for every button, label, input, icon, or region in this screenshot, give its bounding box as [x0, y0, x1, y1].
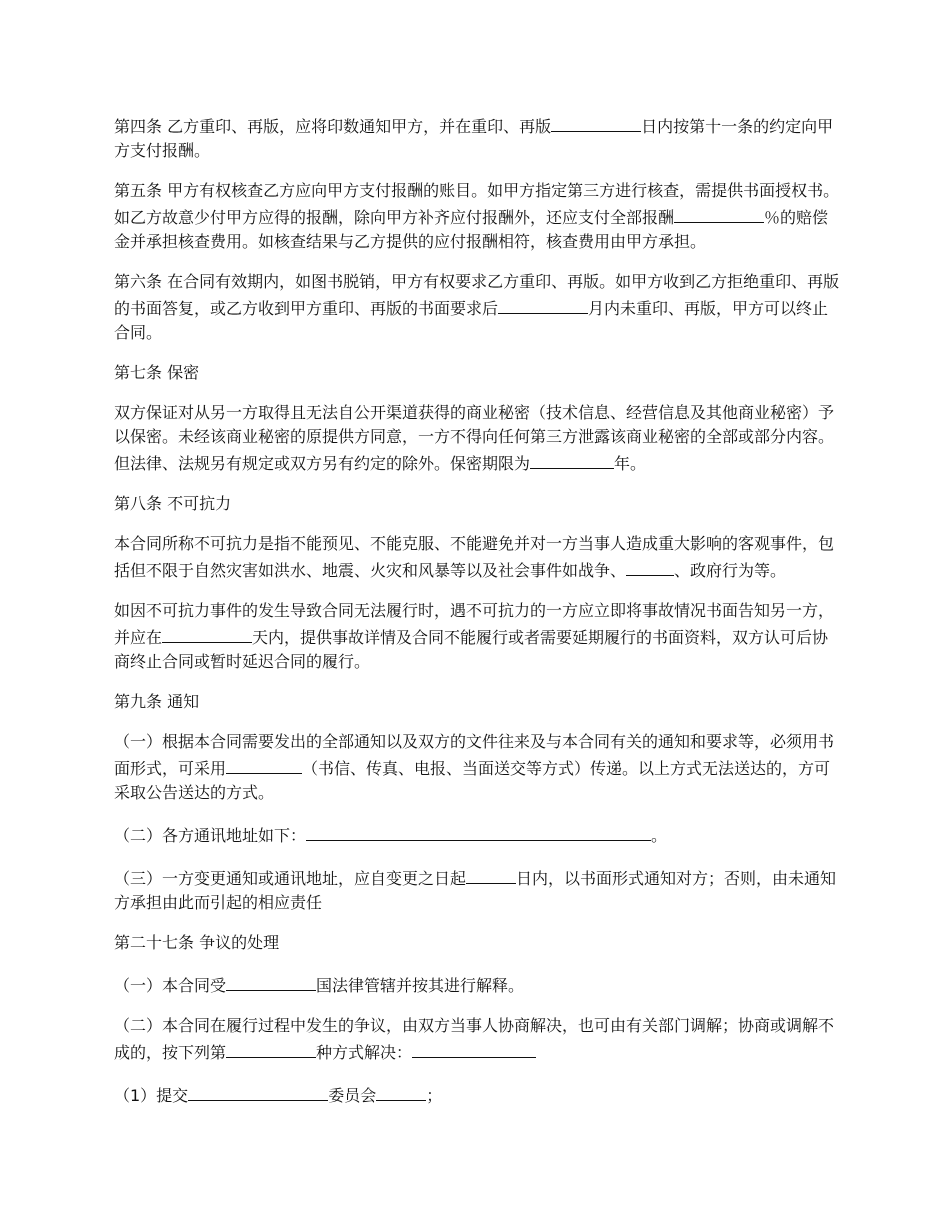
- article-6-text-b: 月内未重印、再版，甲方可以终止合同。: [114, 299, 829, 342]
- reprint-days-blank: [551, 112, 641, 132]
- article-9-para-3: [114, 864, 842, 915]
- article-6-text-a: 第六条 在合同有效期内，如图书脱销，甲方有权要求乙方重印、再版。如甲方收到乙方拒绝重印、再版的书面答复，或乙方收到甲方重印、再版的书面要求后: [114, 272, 840, 318]
- article-7-title: 第七条 保密: [114, 363, 200, 382]
- reprint-months-blank: [498, 294, 588, 314]
- article-8-title: 第八条 不可抗力: [114, 494, 232, 513]
- article-27-p1-text-a: （一）本合同受: [114, 976, 227, 995]
- article-27-para-2: [114, 1014, 842, 1065]
- article-4-text-b: 日内按第十一条的约定向甲方支付报酬。: [114, 117, 834, 160]
- article-5-text-a: 第五条 甲方有权核查乙方应向甲方支付报酬的账目。如甲方指定第三方进行核查，需提供书面授权书。如乙方故意少付甲方应得的报酬，除向甲方补齐应付报酬外，还应支付全部报酬: [114, 181, 840, 227]
- article-4-text-a: 第四条 乙方重印、再版，应将印数通知甲方，并在重印、再版: [114, 117, 552, 136]
- article-9-p2-text-b: 。: [651, 826, 668, 845]
- article-9-p3-text-a: （三）一方变更通知或通讯地址，应自变更之日起: [114, 869, 467, 888]
- article-6: [114, 270, 842, 345]
- article-27-p2-text-b: 种方式解决：: [316, 1043, 413, 1062]
- article-8-p1-text-a: 本合同所称不可抗力是指不能预见、不能克服、不能避免并对一方当事人造成重大影响的客观事件，包括但不限于自然灾害如洪水、地震、火灾和风暴等以及社会事件如战争、: [114, 534, 835, 580]
- address-blank: [306, 821, 651, 841]
- committee-name-blank: [376, 1081, 426, 1101]
- contract-page: [114, 112, 842, 1124]
- article-9-p1-text-b: （书信、传真、电报、当面送交等方式）传递。以上方式无法送达的，方可采取公告送达的方式。: [114, 759, 831, 802]
- change-notice-days-blank: [466, 864, 516, 884]
- article-27-para-3: [114, 1081, 842, 1108]
- article-27-p1-text-b: 国法律管辖并按其进行解释。: [316, 976, 525, 995]
- article-9-p1-text-a: （一）根据本合同需要发出的全部通知以及双方的文件往来及与本合同有关的通知和要求等，必须用书面形式，可采用: [114, 732, 835, 778]
- article-9-p2-text-a: （二）各方通讯地址如下：: [114, 826, 307, 845]
- article-27-p3-text-b: 委员会: [328, 1086, 377, 1105]
- article-5: [114, 179, 842, 254]
- social-event-blank: [634, 556, 674, 576]
- article-8-p2-text-a: 如因不可抗力事件的发生导致合同无法履行时，遇不可抗力的一方应立即将事故情况书面告知另一方，并应在: [114, 601, 835, 647]
- article-8-p2-text-b: 天内，提供事故详情及合同不能履行或者需要延期履行的书面资料，双方认可后协商终止合同或暂时延迟合同的履行。: [114, 628, 829, 671]
- article-9-para-2: [114, 821, 842, 848]
- article-8-para-2: [114, 599, 842, 674]
- dispute-method-blank: [412, 1038, 536, 1058]
- article-7-text-b: 年。: [614, 454, 647, 473]
- article-27-p3-text-a: （1）提交: [114, 1086, 189, 1105]
- notice-method-blank: [226, 754, 302, 774]
- governing-law-blank: [226, 971, 316, 991]
- confidentiality-years-blank-start: [530, 449, 538, 469]
- article-27-p3-text-c: ；: [426, 1086, 443, 1105]
- notice-days-blank: [162, 623, 252, 643]
- article-27-p2-text-a: （二）本合同在履行过程中发生的争议，由双方当事人协商解决，也可由有关部门调解；协商或调解不成的，按下列第: [114, 1016, 835, 1062]
- social-event-blank-start: [626, 556, 634, 576]
- arbitration-body-blank: [188, 1081, 328, 1101]
- dispute-method-number-blank: [226, 1038, 316, 1058]
- article-9-p3-text-b: 日内，以书面形式通知对方；否则，由未通知方承担由此而引起的相应责任: [114, 869, 837, 912]
- article-27-title: 第二十七条 争议的处理: [114, 933, 280, 952]
- article-7-text-a: 双方保证对从另一方取得且无法自公开渠道获得的商业秘密（技术信息、经营信息及其他商业秘密）予以保密。未经该商业秘密的原提供方同意，一方不得向任何第三方泄露该商业秘密的全部或部分内容。但法律、法规另有规定或双方另有约定的除外。保密期限为: [114, 403, 835, 473]
- article-5-text-b: ％的赔偿金并承担核查费用。如核查结果与乙方提供的应付报酬相符，核查费用由甲方承担。: [114, 208, 829, 251]
- article-4: [114, 112, 842, 163]
- article-9-para-1: [114, 730, 842, 805]
- article-27-para-1: [114, 971, 842, 998]
- article-7: [114, 401, 842, 476]
- article-8-para-1: [114, 532, 842, 583]
- confidentiality-years-blank: [538, 449, 614, 469]
- penalty-percent-blank: [674, 203, 764, 223]
- article-9-title: 第九条 通知: [114, 692, 200, 711]
- article-8-p1-text-b: 、政府行为等。: [674, 561, 787, 580]
